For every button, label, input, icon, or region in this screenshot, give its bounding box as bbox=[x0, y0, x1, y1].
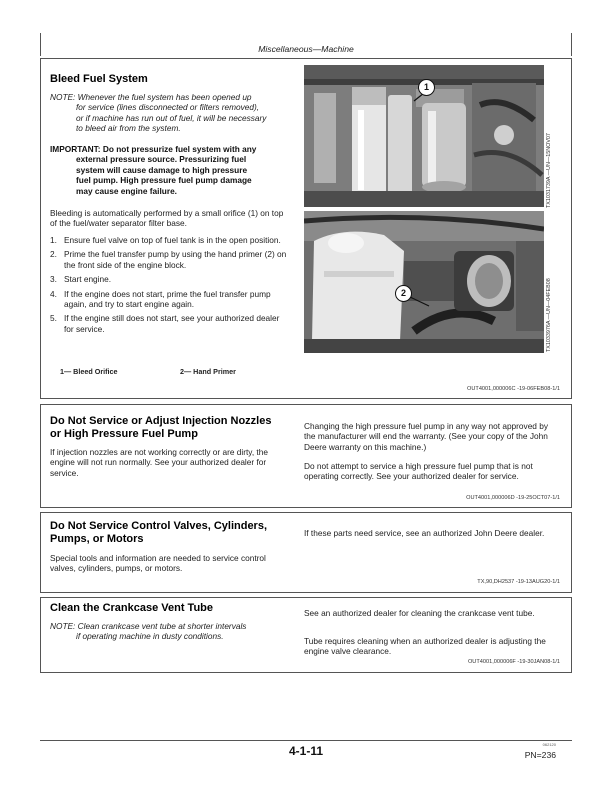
running-head: Miscellaneous—Machine bbox=[258, 44, 354, 54]
step-text: If the engine still does not start, see your authorized dealer for service. bbox=[64, 313, 280, 334]
nozzles-left-text: If injection nozzles are not working correctly or are dirty, the engine will not run normally. See your authorized dealer for service. bbox=[50, 447, 268, 478]
footer-pn: PN=236 bbox=[524, 750, 556, 760]
section-border-right bbox=[571, 512, 572, 592]
bleed-note bbox=[50, 92, 300, 134]
title-line: or High Pressure Fuel Pump bbox=[50, 428, 198, 440]
step-text: If the engine does not start, prime the fuel transfer pump again, and try to start engine again. bbox=[64, 288, 271, 310]
title-line: Do Not Service or Adjust Injection Nozzles bbox=[50, 415, 272, 427]
bleed-important-line: may cause engine failure. bbox=[76, 185, 177, 196]
bleed-note-line: to bleed air from the system. bbox=[76, 123, 181, 134]
section-title-valves bbox=[50, 520, 300, 546]
section-top-rule bbox=[40, 597, 572, 598]
crankcase-reference-code: OUT4001,000006F -19-30JAN08-1/1 bbox=[467, 659, 560, 665]
crankcase-note-first: NOTE: Clean crankcase vent tube at shorter intervals bbox=[50, 621, 247, 631]
step-number: 3. bbox=[50, 274, 57, 285]
nozzles-service-text: Do not attempt to service a high pressure fuel pump that is not operating correctly. See your authorized dealer for service. bbox=[304, 461, 533, 482]
nozzles-warranty-text: Changing the high pressure fuel pump in any way not approved by the manufacturer will end the warranty. (See your copy of the John Deere warranty on this machine.) bbox=[304, 421, 548, 452]
step-number: 5. bbox=[50, 313, 57, 324]
list-item bbox=[50, 313, 290, 334]
step-number: 4. bbox=[50, 288, 57, 299]
nozzles-reference-code: OUT4001,000006D -19-25OCT07-1/1 bbox=[466, 495, 560, 501]
photo1-figure-id: TX1031739A —UN—15NOV07 bbox=[546, 133, 552, 208]
callout-2: 2 bbox=[395, 285, 412, 302]
list-item bbox=[50, 235, 290, 245]
section-divider bbox=[40, 507, 572, 508]
step-number: 2. bbox=[50, 249, 57, 260]
crankcase-valve-text: Tube requires cleaning when an authorized dealer is adjusting the engine valve clearance. bbox=[304, 636, 546, 657]
valves-right-text: If these parts need service, see an authorized John Deere dealer. bbox=[304, 528, 545, 538]
section-border-left bbox=[40, 404, 41, 507]
section-title-crankcase: Clean the Crankcase Vent Tube bbox=[50, 602, 214, 614]
callout-1: 1 bbox=[418, 79, 435, 96]
section-title-bleed: Bleed Fuel System bbox=[50, 73, 148, 85]
section-border-left bbox=[40, 597, 41, 672]
crankcase-note-line: if operating machine in dusty conditions. bbox=[76, 631, 224, 642]
crankcase-dealer-text: See an authorized dealer for cleaning the crankcase vent tube. bbox=[304, 608, 535, 618]
valves-reference-code: TX,90,DH2537 -19-13AUG20-1/1 bbox=[477, 579, 560, 585]
section-border-right bbox=[571, 404, 572, 507]
title-line: Pumps, or Motors bbox=[50, 533, 144, 545]
section-border-right bbox=[571, 597, 572, 672]
page-number: 4-1-11 bbox=[288, 744, 324, 758]
title-line: Do Not Service Control Valves, Cylinders, bbox=[50, 520, 268, 532]
step-number: 1. bbox=[50, 235, 57, 245]
legend-bleed-orifice: 1— Bleed Orifice bbox=[60, 367, 118, 376]
list-item bbox=[50, 274, 290, 284]
hand-primer-photo bbox=[304, 211, 544, 353]
section-top-rule bbox=[40, 404, 572, 405]
bleed-important-line: system will cause damage to high pressure bbox=[76, 164, 248, 175]
bleed-steps-list bbox=[50, 235, 290, 338]
bleed-important-line: external pressure source. Pressurizing fuel bbox=[76, 154, 247, 165]
step-text: Ensure fuel valve on top of fuel tank is in the open position. bbox=[64, 235, 281, 245]
section-divider bbox=[40, 592, 572, 593]
bleed-important-first: IMPORTANT: Do not pressurize fuel system with any bbox=[50, 144, 257, 154]
bleed-note-line: for service (lines disconnected or filters removed), bbox=[76, 102, 260, 113]
footer-rule bbox=[40, 740, 572, 741]
bleed-reference-code: OUT4001,000006C -19-06FEB08-1/1 bbox=[467, 386, 560, 392]
crankcase-note bbox=[50, 621, 300, 642]
bleed-important bbox=[50, 144, 300, 196]
footer-small-code: 062120 bbox=[542, 742, 556, 747]
list-item bbox=[50, 289, 290, 310]
list-item bbox=[50, 249, 290, 270]
section-top-rule bbox=[40, 512, 572, 513]
fuel-filter-photo bbox=[304, 65, 544, 207]
header-rule bbox=[40, 58, 572, 59]
bleed-note-line: or if machine has run out of fuel, it will be necessary bbox=[76, 112, 267, 123]
photo2-figure-id: TX1033976A —UN—04FEB08 bbox=[546, 278, 552, 352]
bleed-important-line: fuel pump. High pressure fuel pump damage bbox=[76, 175, 252, 186]
legend-hand-primer: 2— Hand Primer bbox=[180, 367, 236, 376]
bleed-note-first: NOTE: Whenever the fuel system has been opened up bbox=[50, 92, 252, 102]
step-text: Prime the fuel transfer pump by using the hand primer (2) on the front side of the engine block. bbox=[64, 249, 287, 270]
step-text: Start engine. bbox=[64, 274, 112, 285]
bleed-intro: Bleeding is automatically performed by a small orifice (1) on top of the fuel/water separator filter base. bbox=[50, 208, 284, 229]
section-title-nozzles bbox=[50, 415, 300, 441]
valves-left-text: Special tools and information are needed to service control valves, cylinders, pumps, or motors. bbox=[50, 553, 266, 574]
section-divider bbox=[40, 672, 572, 673]
section-border-right bbox=[571, 58, 572, 398]
section-divider bbox=[40, 398, 572, 399]
section-border-left bbox=[40, 512, 41, 592]
section-border-left bbox=[40, 58, 41, 398]
hand-primer-illustration bbox=[304, 211, 544, 353]
